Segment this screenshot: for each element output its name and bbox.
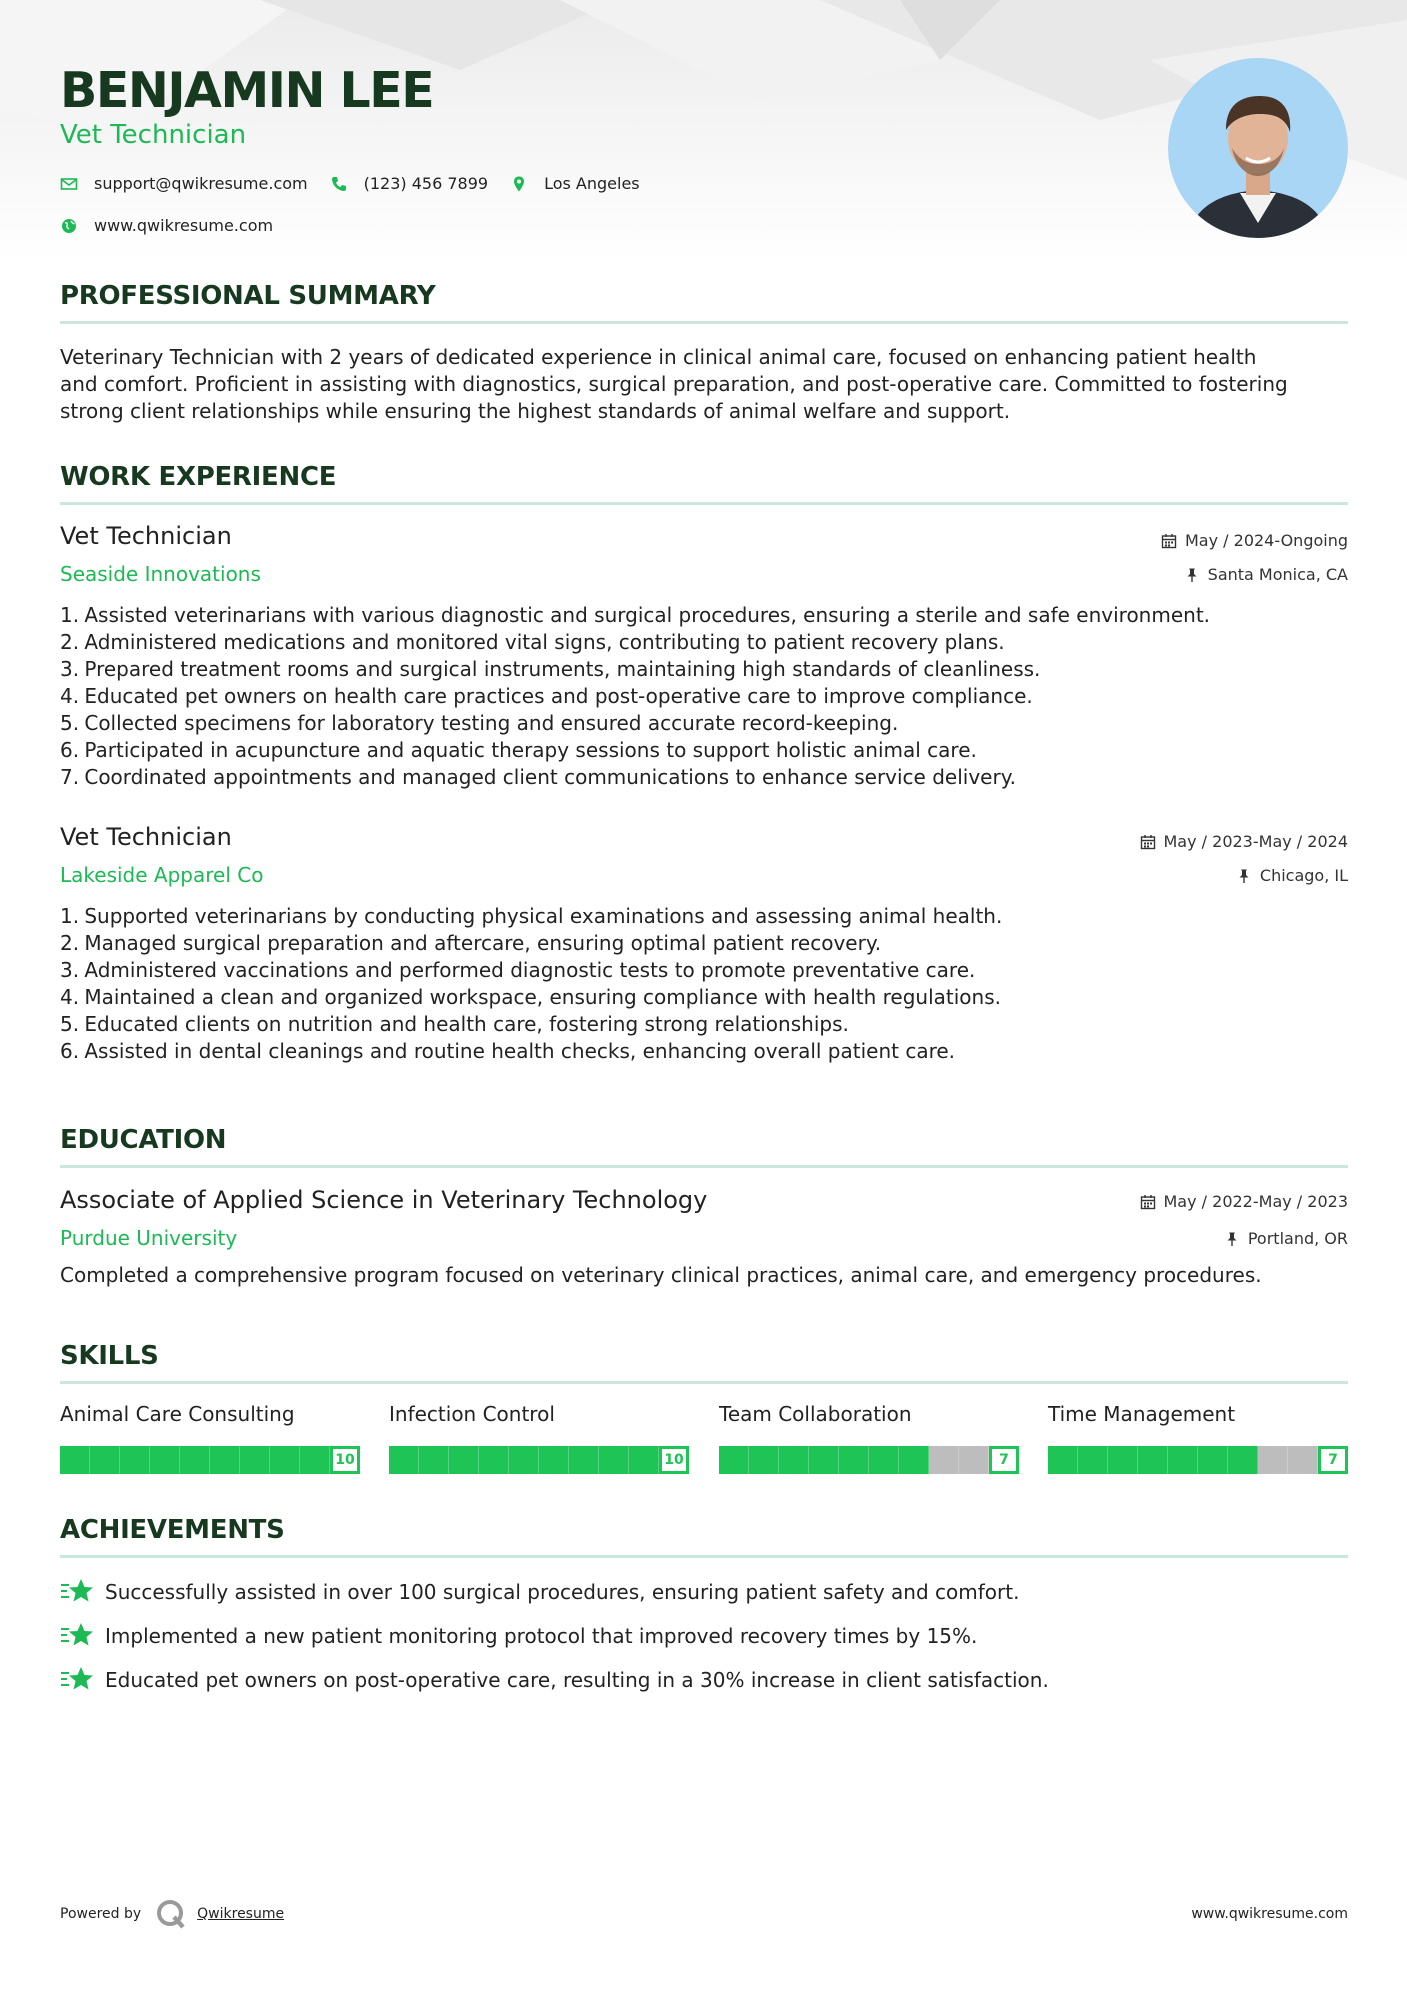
footer-powered-by (60, 1898, 284, 1930)
achievement-item (60, 1621, 977, 1651)
skills-heading: SKILLS (60, 1341, 159, 1371)
job-dates-text: May / 2023-May / 2024 (1163, 832, 1348, 851)
experience-divider (60, 502, 1348, 505)
skill-bar-segments (719, 1446, 1019, 1474)
star-icon (60, 1621, 94, 1651)
summary-heading: PROFESSIONAL SUMMARY (60, 281, 436, 311)
skill-level-badge: 7 (1318, 1446, 1348, 1474)
list-item: 3. Administered vaccinations and performed diagnostic tests to promote preventative care. (60, 958, 976, 982)
summary-text (60, 344, 1348, 425)
experience-heading: WORK EXPERIENCE (60, 462, 337, 492)
job-bullets (60, 903, 1348, 1065)
candidate-name: BENJAMIN LEE (60, 62, 434, 119)
degree-title: Associate of Applied Science in Veterinary Technology (60, 1186, 708, 1214)
achievement-text: Educated pet owners on post-operative care, resulting in a 30% increase in client satisfaction. (105, 1668, 1049, 1692)
school-name: Purdue University (60, 1226, 238, 1250)
list-item: 5. Collected specimens for laboratory testing and ensured accurate record-keeping. (60, 711, 899, 735)
map-pin-icon (510, 175, 528, 193)
profile-photo-illustration (1168, 58, 1348, 238)
list-item: 2. Managed surgical preparation and aftercare, ensuring optimal patient recovery. (60, 931, 882, 955)
achievements-divider (60, 1555, 1348, 1558)
achievement-text: Implemented a new patient monitoring protocol that improved recovery times by 15%. (105, 1624, 978, 1648)
job-location (1184, 565, 1348, 584)
email-link[interactable]: support@qwikresume.com (94, 174, 308, 193)
list-item: 2. Administered medications and monitored vital signs, contributing to patient recovery plans. (60, 630, 1005, 654)
skill-name: Infection Control (389, 1402, 555, 1426)
summary-divider (60, 321, 1348, 324)
list-item: 7. Coordinated appointments and managed client communications to enhance service delivery. (60, 765, 1017, 789)
star-icon (60, 1665, 94, 1695)
education-dates (1140, 1192, 1349, 1211)
star-icon (60, 1577, 94, 1607)
list-item: 5. Educated clients on nutrition and health care, fostering strong relationships. (60, 1012, 849, 1036)
list-item: 3. Prepared treatment rooms and surgical instruments, maintaining high standards of cleanliness. (60, 657, 1041, 681)
pushpin-icon (1236, 868, 1252, 884)
list-item: 6. Assisted in dental cleanings and routine health checks, enhancing overall patient care. (60, 1039, 956, 1063)
job-dates (1140, 832, 1349, 851)
achievements-heading: ACHIEVEMENTS (60, 1515, 285, 1545)
skill-bar (719, 1446, 1019, 1474)
achievement-item (60, 1577, 1019, 1607)
website-link[interactable]: www.qwikresume.com (94, 216, 274, 235)
qwikresume-logo-icon (155, 1898, 187, 1930)
skill-bar (1048, 1446, 1348, 1474)
phone-number: (123) 456 7899 (363, 174, 489, 193)
skill-level-badge: 10 (330, 1446, 360, 1474)
qwikresume-link[interactable]: Qwikresume (197, 1906, 285, 1922)
globe-icon (60, 217, 78, 235)
skill-item (60, 1402, 360, 1468)
skill-name: Team Collaboration (719, 1402, 912, 1426)
contact-row-2 (60, 216, 295, 235)
skill-bar (60, 1446, 360, 1474)
skills-divider (60, 1381, 1348, 1384)
list-item: 4. Maintained a clean and organized workspace, ensuring compliance with health regulations. (60, 985, 1001, 1009)
summary-line: and comfort. Proficient in assisting with diagnostics, surgical preparation, and post-operative care. Committed to fostering (60, 372, 1288, 396)
skill-level-badge: 10 (659, 1446, 689, 1474)
contact-row-1 (60, 174, 662, 193)
achievement-item (60, 1665, 1049, 1695)
powered-by-label: Powered by (60, 1906, 142, 1922)
location-text: Los Angeles (544, 174, 640, 193)
list-item: 4. Educated pet owners on health care practices and post-operative care to improve compliance. (60, 684, 1033, 708)
calendar-icon (1140, 1194, 1156, 1210)
job-dates (1161, 531, 1348, 550)
skill-bar-segments (389, 1446, 689, 1474)
job-title: Vet Technician (60, 823, 232, 851)
job-title: Vet Technician (60, 522, 232, 550)
list-item: 1. Supported veterinarians by conducting physical examinations and assessing animal health. (60, 904, 1003, 928)
resume-page (60, 0, 1348, 1990)
skill-bar-segments (60, 1446, 360, 1474)
skill-bar-segments (1048, 1446, 1348, 1474)
education-heading: EDUCATION (60, 1125, 227, 1155)
footer-website-link[interactable]: www.qwikresume.com (1191, 1906, 1348, 1922)
job-location-text: Santa Monica, CA (1207, 565, 1348, 584)
skill-item (1048, 1402, 1348, 1468)
summary-line: Veterinary Technician with 2 years of dedicated experience in clinical animal care, focused on enhancing patient health (60, 345, 1257, 369)
education-divider (60, 1165, 1348, 1168)
job-location (1236, 866, 1348, 885)
calendar-icon (1140, 834, 1156, 850)
skill-name: Animal Care Consulting (60, 1402, 295, 1426)
job-dates-text: May / 2024-Ongoing (1185, 531, 1348, 550)
summary-line: strong client relationships while ensuring the highest standards of animal welfare and support. (60, 399, 1011, 423)
skill-bar (389, 1446, 689, 1474)
education-description: Completed a comprehensive program focused on veterinary clinical practices, animal care, and emergency procedures. (60, 1263, 1262, 1287)
education-location-text: Portland, OR (1247, 1229, 1348, 1248)
envelope-icon (60, 175, 78, 193)
company-name: Seaside Innovations (60, 562, 261, 586)
job-location-text: Chicago, IL (1259, 866, 1348, 885)
skill-level-badge: 7 (989, 1446, 1019, 1474)
pushpin-icon (1224, 1231, 1240, 1247)
achievement-text: Successfully assisted in over 100 surgical procedures, ensuring patient safety and comfort. (105, 1580, 1020, 1604)
education-location (1224, 1229, 1348, 1248)
skill-name: Time Management (1048, 1402, 1236, 1426)
calendar-icon (1161, 533, 1177, 549)
skill-item (389, 1402, 689, 1468)
education-dates-text: May / 2022-May / 2023 (1163, 1192, 1348, 1211)
list-item: 1. Assisted veterinarians with various diagnostic and surgical procedures, ensuring a sterile and safe environment. (60, 603, 1211, 627)
list-item: 6. Participated in acupuncture and aquatic therapy sessions to support holistic animal care. (60, 738, 977, 762)
pushpin-icon (1184, 567, 1200, 583)
phone-icon (330, 175, 348, 193)
profile-photo (1168, 58, 1348, 238)
skill-item (719, 1402, 1019, 1468)
company-name: Lakeside Apparel Co (60, 863, 264, 887)
job-bullets (60, 602, 1348, 791)
candidate-role: Vet Technician (60, 120, 247, 150)
